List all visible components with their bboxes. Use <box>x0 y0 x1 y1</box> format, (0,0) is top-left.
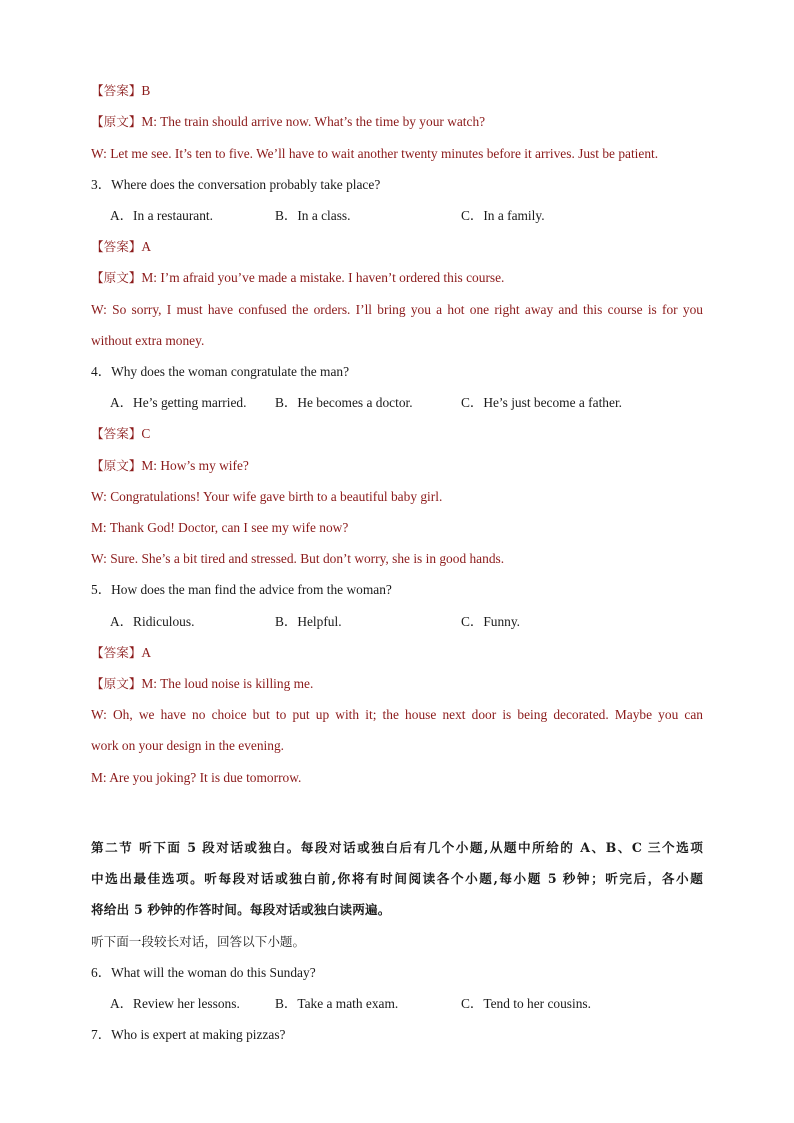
section-instructions: 中选出最佳选项。听每段对话或独白前,你将有时间阅读各个小题,每小题 5 秒钟；听完后，各小题 <box>91 871 703 886</box>
question-7: 7．Who is expert at making pizzas? <box>91 1027 286 1042</box>
script-line <box>91 456 703 476</box>
option-c: C．In a family. <box>461 208 545 223</box>
section-instructions: 第二节 听下面 5 段对话或独白。每段对话或独白后有几个小题,从题中所给的 A、B、C 三个选项 <box>91 840 703 855</box>
script-line: W: Congratulations! Your wife gave birth to a beautiful baby girl. <box>91 489 443 504</box>
script-tag: 【原文】 <box>91 458 142 473</box>
answer-value: A <box>141 239 152 254</box>
question-4: 4．Why does the woman congratulate the man? <box>91 364 350 379</box>
script-line: W: Let me see. It’s ten to five. We’ll have to wait another twenty minutes before it arrives. Just be patient. <box>91 146 659 161</box>
answer-line <box>91 237 703 257</box>
script-line: W: Sure. She’s a bit tired and stressed. But don’t worry, she is in good hands. <box>91 551 505 566</box>
script-line: work on your design in the evening. <box>91 738 285 753</box>
option-a: A．In a restaurant. <box>110 208 213 223</box>
script-line: W: Oh, we have no choice but to put up with it; the house next door is being decorated. Maybe you can <box>91 707 703 722</box>
script-line: M: Are you joking? It is due tomorrow. <box>91 770 302 785</box>
script-text: M: The train should arrive now. What’s the time by your watch? <box>141 114 486 129</box>
option-b: B．Take a math exam. <box>275 996 399 1011</box>
answer-line <box>91 643 703 663</box>
script-line <box>91 674 703 694</box>
answer-tag: 【答案】 <box>91 645 142 660</box>
option-a: A．Review her lessons. <box>110 996 240 1011</box>
question-5: 5．How does the man find the advice from the woman? <box>91 582 392 597</box>
answer-tag: 【答案】 <box>91 239 142 254</box>
question-6: 6．What will the woman do this Sunday? <box>91 965 316 980</box>
option-b: B．In a class. <box>275 208 351 223</box>
option-b: B．Helpful. <box>275 614 342 629</box>
script-line: without extra money. <box>91 333 205 348</box>
script-text: M: How’s my wife? <box>141 458 249 473</box>
answer-tag: 【答案】 <box>91 83 142 98</box>
script-tag: 【原文】 <box>91 676 142 691</box>
option-c: C．He’s just become a father. <box>461 395 623 410</box>
option-c: C．Funny. <box>461 614 521 629</box>
script-line <box>91 268 703 288</box>
answer-value: C <box>141 426 151 441</box>
option-b: B．He becomes a doctor. <box>275 395 413 410</box>
answer-value: B <box>141 83 151 98</box>
answer-line <box>91 81 703 101</box>
section-instructions: 将给出 5 秒钟的作答时间。每段对话或独白读两遍。 <box>91 902 391 917</box>
script-text: M: The loud noise is killing me. <box>141 676 314 691</box>
answer-line <box>91 424 703 444</box>
option-a: A．He’s getting married. <box>110 395 247 410</box>
script-line: W: So sorry, I must have confused the orders. I’ll bring you a hot one right away and this course is for you <box>91 302 703 317</box>
script-tag: 【原文】 <box>91 270 142 285</box>
script-line: M: Thank God! Doctor, can I see my wife now? <box>91 520 349 535</box>
script-line <box>91 112 703 132</box>
script-text: M: I’m afraid you’ve made a mistake. I haven’t ordered this course. <box>141 270 505 285</box>
option-a: A．Ridiculous. <box>110 614 195 629</box>
question-3: 3．Where does the conversation probably take place? <box>91 177 381 192</box>
script-tag: 【原文】 <box>91 114 142 129</box>
answer-value: A <box>141 645 152 660</box>
answer-tag: 【答案】 <box>91 426 142 441</box>
option-c: C．Tend to her cousins. <box>461 996 591 1011</box>
section-lead: 听下面一段较长对话，回答以下小题。 <box>91 934 306 949</box>
